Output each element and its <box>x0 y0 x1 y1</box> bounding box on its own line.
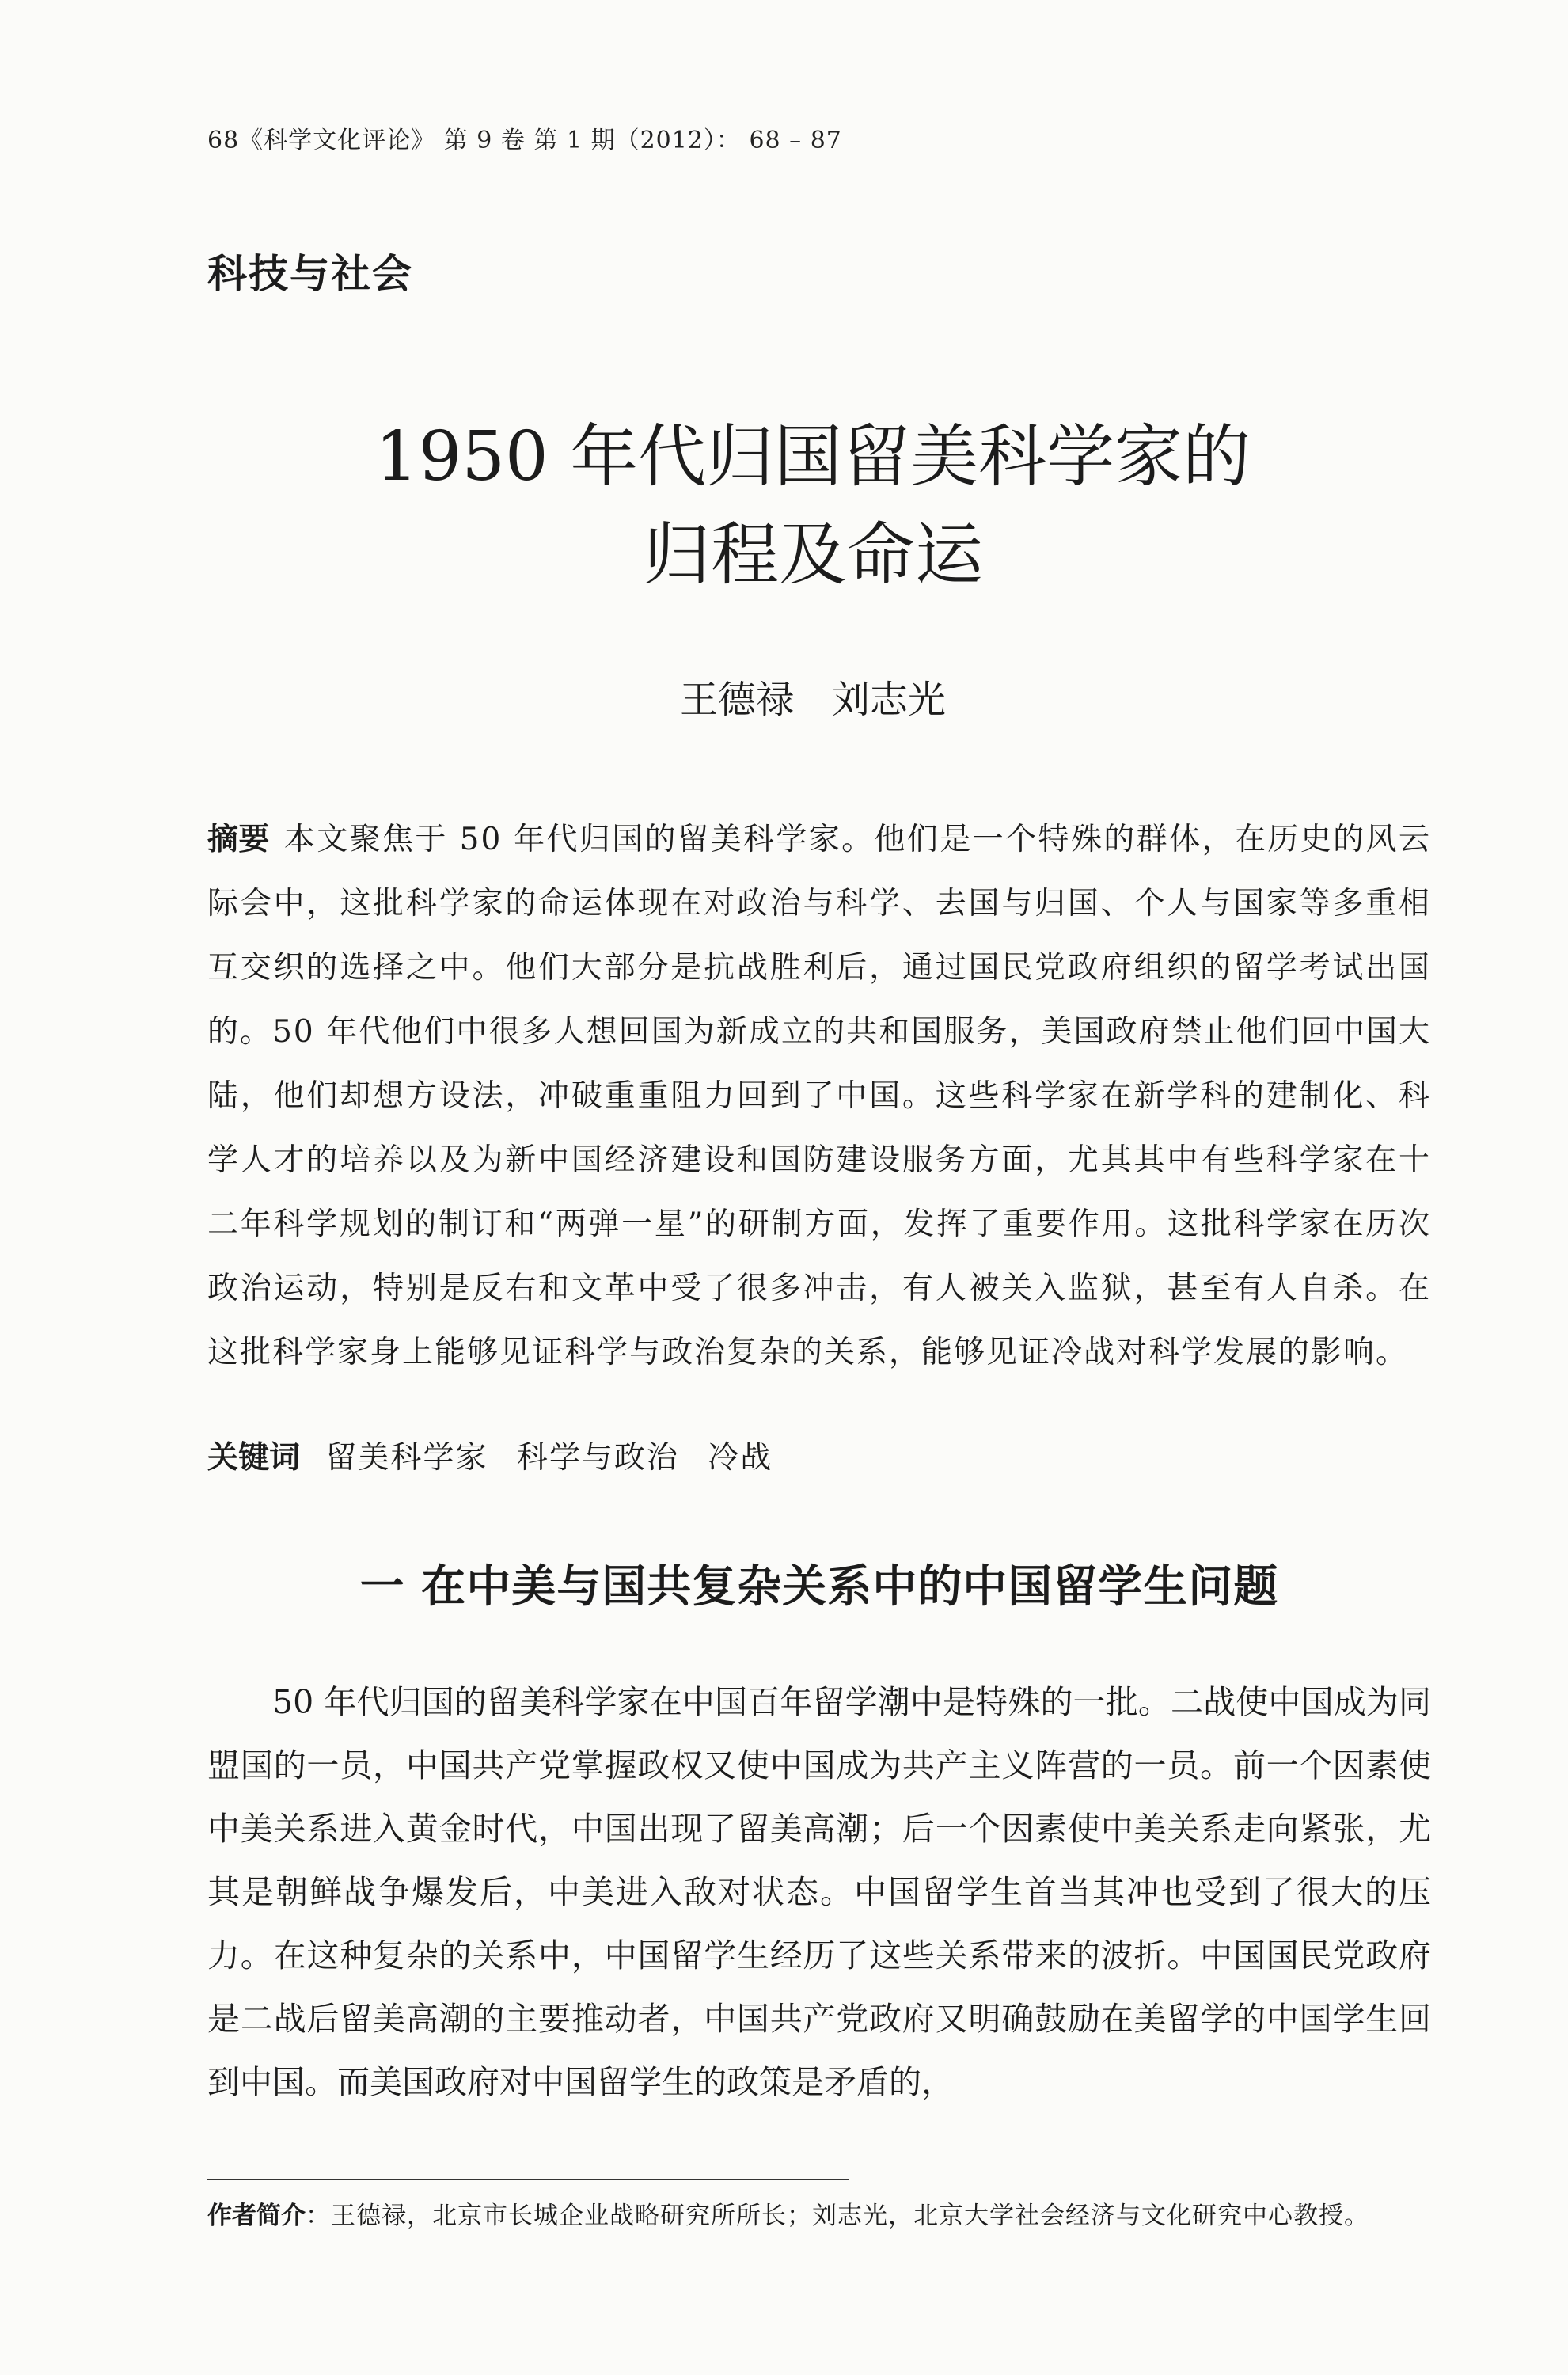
footnote-divider <box>207 2179 849 2180</box>
keyword-item: 科学与政治 <box>516 1440 679 1476</box>
footnote-text: ：王德禄，北京市长城企业战略研究所所长；刘志光，北京大学社会经济与文化研究中心教授。 <box>306 2202 1369 2230</box>
abstract-label: 摘要 <box>207 822 270 857</box>
article-title <box>207 408 1418 604</box>
title-line-2: 归程及命运 <box>643 515 983 595</box>
author-names: 王德禄 刘志光 <box>679 678 946 722</box>
keyword-item: 冷战 <box>708 1440 773 1476</box>
footnote-label: 作者简介 <box>207 2202 306 2230</box>
body-paragraph: 50 年代归国的留美科学家在中国百年留学潮中是特殊的一批。二战使中国成为同盟国的一员，中国共产党掌握政权又使中国成为共产主义阵营的一员。前一个因素使中美关系进入黄金时代，中国出现了留美高潮；后一个因素使中美关系走向紧张，尤其是朝鲜战争爆发后，中美进入敌对状态。中国留学生首当其冲也受到了很大的压力。在这种复杂的关系中，中国留学生经历了这些关系带来的波折。中国国民党政府是二战后留美高潮的主要推动者，中国共产党政府又明确鼓励在美留学的中国学生回到中国。而美国政府对中国留学生的政策是矛盾的， <box>207 1683 1431 2101</box>
title-line-1: 1950 年代归国留美科学家的 <box>374 417 1251 496</box>
keywords-block <box>207 1433 1431 1477</box>
keyword-item: 留美科学家 <box>325 1440 488 1476</box>
section-heading: 一 在中美与国共复杂关系中的中国留学生问题 <box>359 1560 1279 1613</box>
author-footnote <box>207 2199 1442 2232</box>
abstract-text: 本文聚焦于 50 年代归国的留美科学家。他们是一个特殊的群体，在历史的风云际会中，这批科学家的命运体现在对政治与科学、去国与归国、个人与国家等多重相互交织的选择之中。他们大部分是抗战胜利后，通过国民党政府组织的留学考试出国的。50 年代他们中很多人想回国为新成立的共和国服务，美国政府禁止他们回中国大陆，他们却想方设法，冲破重重阻力回到了中国。这些科学家在新学科的建制化、科学人才的培养以及为新中国经济建设和国防建设服务方面，尤其其中有些科学家在十二年科学规划的制订和“两弹一星”的研制方面，发挥了重要作用。这批科学家在历次政治运动，特别是反右和文革中受了很多冲击，有人被关入监狱，甚至有人自杀。在这批科学家身上能够见证科学与政治复杂的关系，能够见证冷战对科学发展的影响。 <box>207 822 1431 1370</box>
keywords-label: 关键词 <box>207 1440 301 1476</box>
column-label: 科技与社会 <box>207 251 413 297</box>
abstract-block <box>207 808 1431 1385</box>
running-head: 68《科学文化评论》 第 9 卷 第 1 期（2012）： 68 – 87 <box>207 127 842 154</box>
